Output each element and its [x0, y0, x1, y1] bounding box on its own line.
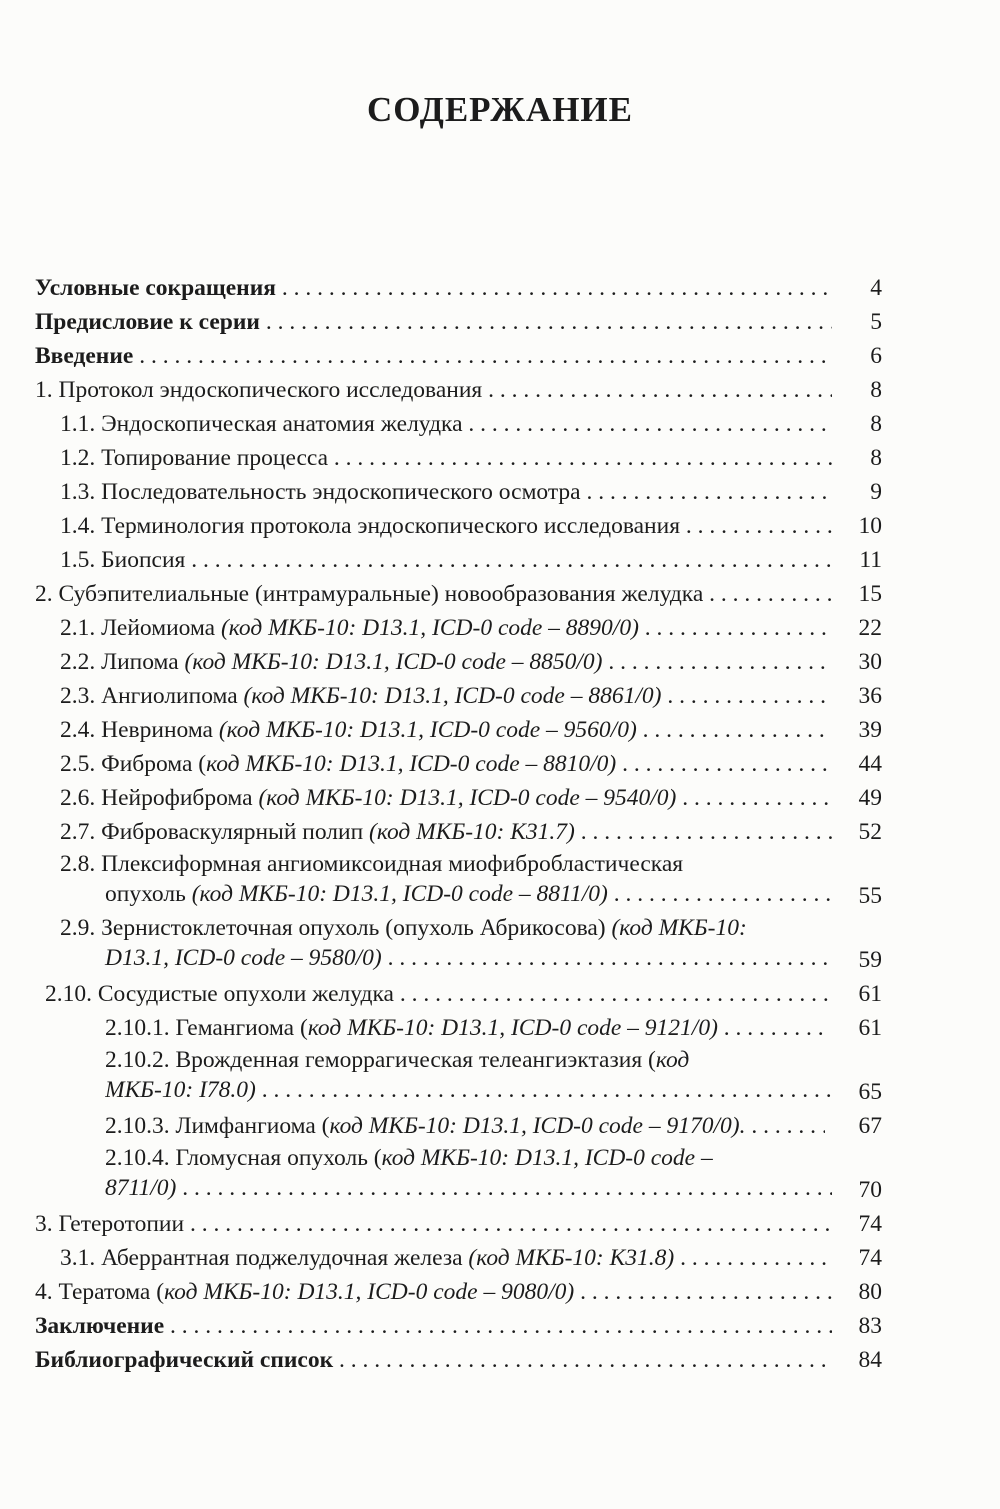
toc-entry: [0, 1045, 1000, 1109]
toc-entry-code: код МКБ-10: D13.1, ICD-0 code – 9080/0): [164, 1279, 575, 1305]
toc-entry: [0, 1309, 1000, 1343]
toc-list: [0, 271, 1000, 1377]
toc-entry-text: [60, 611, 832, 645]
toc-page-number: 8: [870, 411, 882, 437]
toc-entry-code: D13.1, ICD-0 code – 9580/0) . . .: [60, 943, 832, 973]
toc-entry-code: код МКБ-10: D13.1, ICD-0 code – 8810/0): [206, 751, 617, 777]
toc-entry-title: 2.1. Лейомиома: [60, 615, 216, 641]
toc-entry-text: [60, 747, 832, 781]
toc-entry: [0, 747, 1000, 781]
toc-entry: [0, 1343, 1000, 1377]
toc-page-number: 70: [858, 1177, 882, 1203]
toc-entry-code: МКБ-10: I78.0) . . .: [105, 1075, 832, 1105]
toc-page-number: 52: [858, 819, 882, 845]
toc-entry-text: Условные сокращения . . .: [35, 271, 832, 305]
toc-entry: [0, 1143, 1000, 1207]
toc-entry-line: [60, 913, 832, 943]
toc-page-number: 61: [858, 981, 882, 1007]
toc-entry: [0, 305, 1000, 339]
toc-page-number: 5: [870, 309, 882, 335]
toc-entry-text: 1.1. Эндоскопическая анатомия желудка . . .: [60, 407, 832, 441]
toc-entry-code: (код МКБ-10: K31.8): [468, 1245, 675, 1271]
toc-entry-text: [60, 849, 832, 909]
toc-entry-text: [105, 1143, 832, 1203]
toc-entry-text: [35, 1275, 832, 1309]
toc-page-number: 39: [858, 717, 882, 743]
toc-entry-code: код МКБ-10: D13.1, ICD-0 code –: [381, 1145, 713, 1171]
toc-entry-title: 3.1. Аберрантная поджелудочная железа: [60, 1245, 463, 1271]
toc-page-number: 36: [858, 683, 882, 709]
toc-entry: [0, 441, 1000, 475]
toc-entry-text: 1. Протокол эндоскопического исследования . . .: [35, 373, 832, 407]
toc-entry-text: [60, 781, 832, 815]
toc-entry-code: код МКБ-10: D13.1, ICD-0 code – 9170/0).: [329, 1113, 746, 1139]
toc-entry: [0, 913, 1000, 977]
toc-entry-line: [60, 879, 832, 909]
toc-entry: [0, 679, 1000, 713]
toc-page-number: 6: [870, 343, 882, 369]
toc-entry-title: 2.10.2. Врожденная геморрагическая телеангиэктазия (: [105, 1047, 656, 1073]
toc-page-number: 59: [858, 947, 882, 973]
toc-entry-code: (код МКБ-10: D13.1, ICD-0 code – 8850/0): [184, 649, 603, 675]
toc-entry-title: 2.3. Ангиолипома: [60, 683, 238, 709]
toc-entry-text: Библиографический список . . .: [35, 1343, 832, 1377]
toc-entry-text: [60, 1241, 832, 1275]
toc-page-number: 15: [858, 581, 882, 607]
toc-entry-title: 2.10.4. Гломусная опухоль (: [105, 1145, 382, 1171]
toc-page-number: 55: [858, 883, 882, 909]
toc-entry-line: [105, 1045, 832, 1075]
toc-entry: [0, 713, 1000, 747]
toc-entry-title: 2.10.1. Гемангиома (: [105, 1015, 308, 1041]
toc-entry-title: опухоль: [105, 881, 186, 907]
toc-page-number: 30: [858, 649, 882, 675]
toc-entry: [0, 1011, 1000, 1045]
toc-entry-text: Предисловие к серии . . .: [35, 305, 832, 339]
toc-entry: [0, 407, 1000, 441]
toc-entry: [0, 577, 1000, 611]
toc-entry-code: (код МКБ-10: D13.1, ICD-0 code – 9540/0): [258, 785, 677, 811]
toc-entry: [0, 475, 1000, 509]
toc-entry: [0, 1241, 1000, 1275]
toc-entry-text: [105, 1045, 832, 1105]
toc-page-number: 4: [870, 275, 882, 301]
toc-entry-code: (код МКБ-10: D13.1, ICD-0 code – 8861/0): [243, 683, 662, 709]
page-title: СОДЕРЖАНИЕ: [366, 90, 633, 129]
toc-entry-title: 2.7. Фиброваскулярный полип: [60, 819, 364, 845]
toc-entry-text: Введение . . .: [35, 339, 832, 373]
toc-entry: [0, 509, 1000, 543]
toc-entry: [0, 611, 1000, 645]
toc-entry-line: [105, 1143, 832, 1173]
toc-page-number: 83: [858, 1313, 882, 1339]
toc-entry-text: [105, 1011, 825, 1045]
toc-page-number: 49: [858, 785, 882, 811]
toc-entry-title: 2.9. Зернистоклеточная опухоль (опухоль Абрикосова): [60, 915, 606, 941]
toc-page-number: 80: [858, 1279, 882, 1305]
toc-entry-text: 3. Гетеротопии . . .: [35, 1207, 832, 1241]
toc-entry-title: 2.5. Фиброма (: [60, 751, 207, 777]
toc-entry: [0, 1275, 1000, 1309]
toc-entry-text: 2.10. Сосудистые опухоли желудка . . .: [45, 977, 832, 1011]
toc-entry: [0, 1207, 1000, 1241]
toc-entry-text: [60, 913, 832, 973]
toc-entry-text: 1.2. Топирование процесса . . .: [60, 441, 832, 475]
toc-entry-code: (код МКБ-10: D13.1, ICD-0 code – 9560/0): [218, 717, 637, 743]
toc-page-number: 67: [858, 1113, 882, 1139]
toc-page-number: 61: [858, 1015, 882, 1041]
toc-entry: [0, 1109, 1000, 1143]
toc-entry-text: 1.5. Биопсия . . .: [60, 543, 832, 577]
toc-entry-title: 2.6. Нейрофиброма: [60, 785, 253, 811]
toc-page-number: 84: [858, 1347, 882, 1373]
toc-entry-text: Заключение . . .: [35, 1309, 832, 1343]
toc-entry-text: [60, 815, 832, 849]
toc-entry-code: код: [655, 1047, 690, 1073]
toc-entry-text: [60, 679, 832, 713]
toc-entry-text: 1.3. Последовательность эндоскопического осмотра . . .: [60, 475, 832, 509]
toc-page-number: 65: [858, 1079, 882, 1105]
toc-entry-title: 4. Тератома (: [35, 1279, 165, 1305]
toc-entry-text: 2. Субэпителиальные (интрамуральные) новообразования желудка . . .: [35, 577, 832, 611]
toc-entry: [0, 815, 1000, 849]
toc-entry-code: код МКБ-10: D13.1, ICD-0 code – 9121/0): [307, 1015, 718, 1041]
toc-page-number: 74: [858, 1245, 882, 1271]
toc-page-number: 10: [858, 513, 882, 539]
toc-entry-code: 8711/0) . . .: [105, 1173, 832, 1203]
toc-entry-code: (код МКБ-10: D13.1, ICD-0 code – 8890/0): [220, 615, 639, 641]
toc-entry: [0, 977, 1000, 1011]
toc-entry: [0, 781, 1000, 815]
toc-entry-text: [60, 713, 832, 747]
toc-page-number: 44: [858, 751, 882, 777]
toc-page-number: 9: [870, 479, 882, 505]
toc-entry: [0, 543, 1000, 577]
toc-entry-code: (код МКБ-10: D13.1, ICD-0 code – 8811/0): [191, 881, 608, 907]
toc-page-number: 11: [859, 547, 882, 573]
toc-page-number: 74: [858, 1211, 882, 1237]
toc-entry-title: 2.10.3. Лимфангиома (: [105, 1113, 330, 1139]
toc-page-number: 8: [870, 377, 882, 403]
toc-entry-title: 2.4. Невринома: [60, 717, 213, 743]
toc-entry: [0, 373, 1000, 407]
toc-page-number: 8: [870, 445, 882, 471]
toc-page-number: 22: [858, 615, 882, 641]
toc-entry-code: (код МКБ-10:: [611, 915, 747, 941]
toc-entry: [0, 339, 1000, 373]
toc-entry-text: 1.4. Терминология протокола эндоскопического исследования . . .: [60, 509, 832, 543]
toc-entry-code: (код МКБ-10: K31.7): [369, 819, 575, 845]
toc-entry: [0, 849, 1000, 913]
toc-entry-line: 2.8. Плексиформная ангиомиксоидная миофибробластическая: [60, 851, 684, 877]
toc-entry-title: 2.2. Липома: [60, 649, 179, 675]
toc-entry: [0, 645, 1000, 679]
toc-entry-text: [60, 645, 832, 679]
toc-entry-text: [105, 1109, 825, 1143]
toc-entry: [0, 271, 1000, 305]
